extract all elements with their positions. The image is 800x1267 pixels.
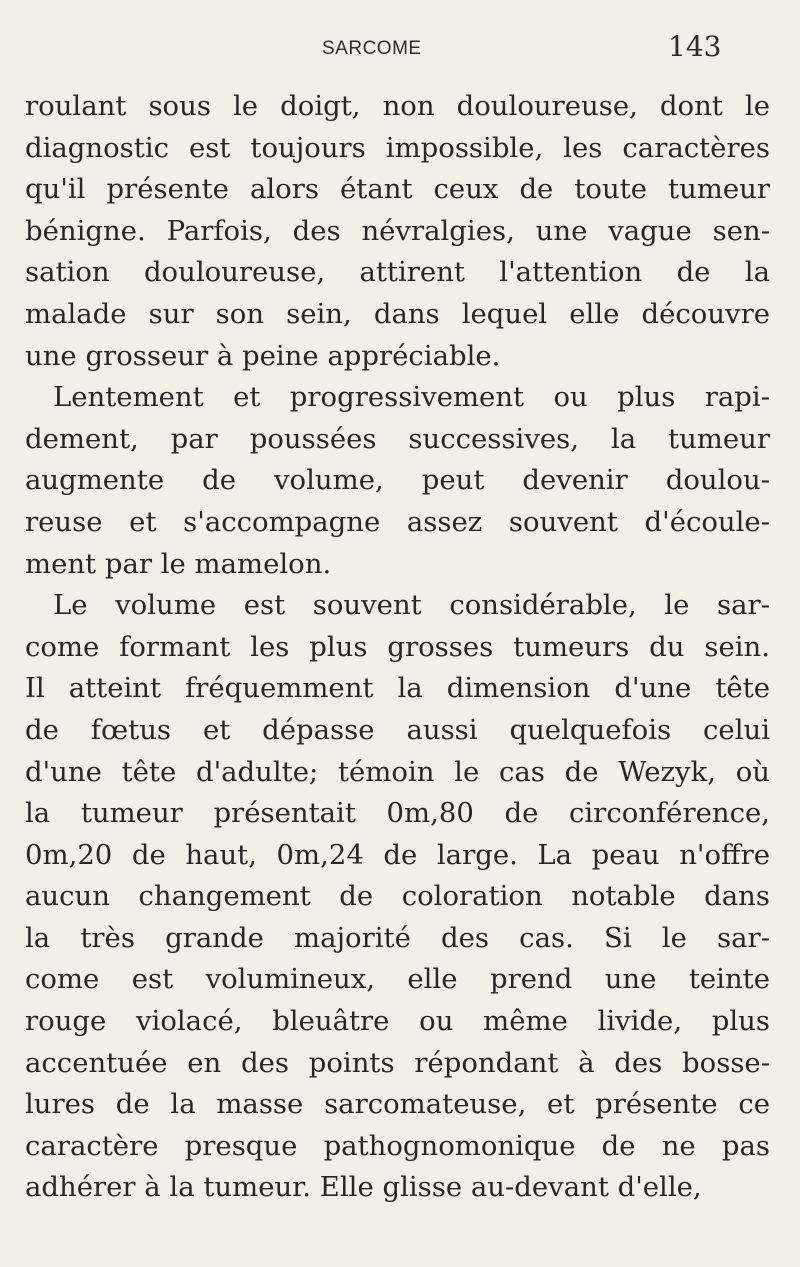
text-line: adhérer à la tumeur. Elle glisse au-devant d'elle, [25, 1171, 702, 1204]
running-title: SARCOME [322, 38, 422, 59]
text-line: Lentement et progressivement ou plus rapi- [53, 381, 770, 414]
text-line: dement, par poussées successives, la tumeur [25, 422, 770, 455]
text-line: come formant les plus grosses tumeurs du sein. [25, 630, 770, 663]
text-line: lures de la masse sarcomateuse, et présente ce [25, 1088, 770, 1121]
text-line: une grosseur à peine appréciable. [25, 339, 501, 372]
body-text [25, 86, 770, 1209]
text-line: bénigne. Parfois, des névralgies, une vague sen- [25, 214, 770, 247]
text-line: come est volumineux, elle prend une teinte [25, 963, 770, 996]
page-number: 143 [668, 30, 722, 63]
running-header [0, 30, 800, 70]
text-line: roulant sous le doigt, non douloureuse, dont le [25, 90, 770, 122]
text-line: ment par le mamelon. [25, 547, 332, 580]
text-line: 0m,20 de haut, 0m,24 de large. La peau n'offre [25, 838, 770, 871]
text-line: sation douloureuse, attirent l'attention de la [25, 256, 770, 289]
text-line: caractère presque pathognomonique de ne pas [25, 1129, 770, 1162]
text-line: Il atteint fréquemment la dimension d'une tête [25, 672, 770, 705]
text-line: Le volume est souvent considérable, le sar- [53, 589, 770, 622]
text-line: la très grande majorité des cas. Si le sar- [25, 921, 770, 954]
text-line: aucun changement de coloration notable dans [25, 880, 770, 913]
text-line: malade sur son sein, dans lequel elle découvre [25, 297, 770, 330]
text-line: qu'il présente alors étant ceux de toute tumeur [25, 173, 770, 206]
text-line: la tumeur présentait 0m,80 de circonférence, [25, 797, 770, 830]
text-line: accentuée en des points répondant à des bosse- [25, 1046, 770, 1079]
text-line: augmente de volume, peut devenir doulou- [25, 464, 770, 497]
text-line: reuse et s'accompagne assez souvent d'écoule- [25, 505, 770, 538]
text-line: diagnostic est toujours impossible, les caractères [25, 131, 770, 164]
text-line: de fœtus et dépasse aussi quelquefois celui [25, 713, 770, 746]
text-line: rouge violacé, bleuâtre ou même livide, plus [25, 1005, 770, 1038]
text-line: d'une tête d'adulte; témoin le cas de Wezyk, où [25, 755, 770, 788]
